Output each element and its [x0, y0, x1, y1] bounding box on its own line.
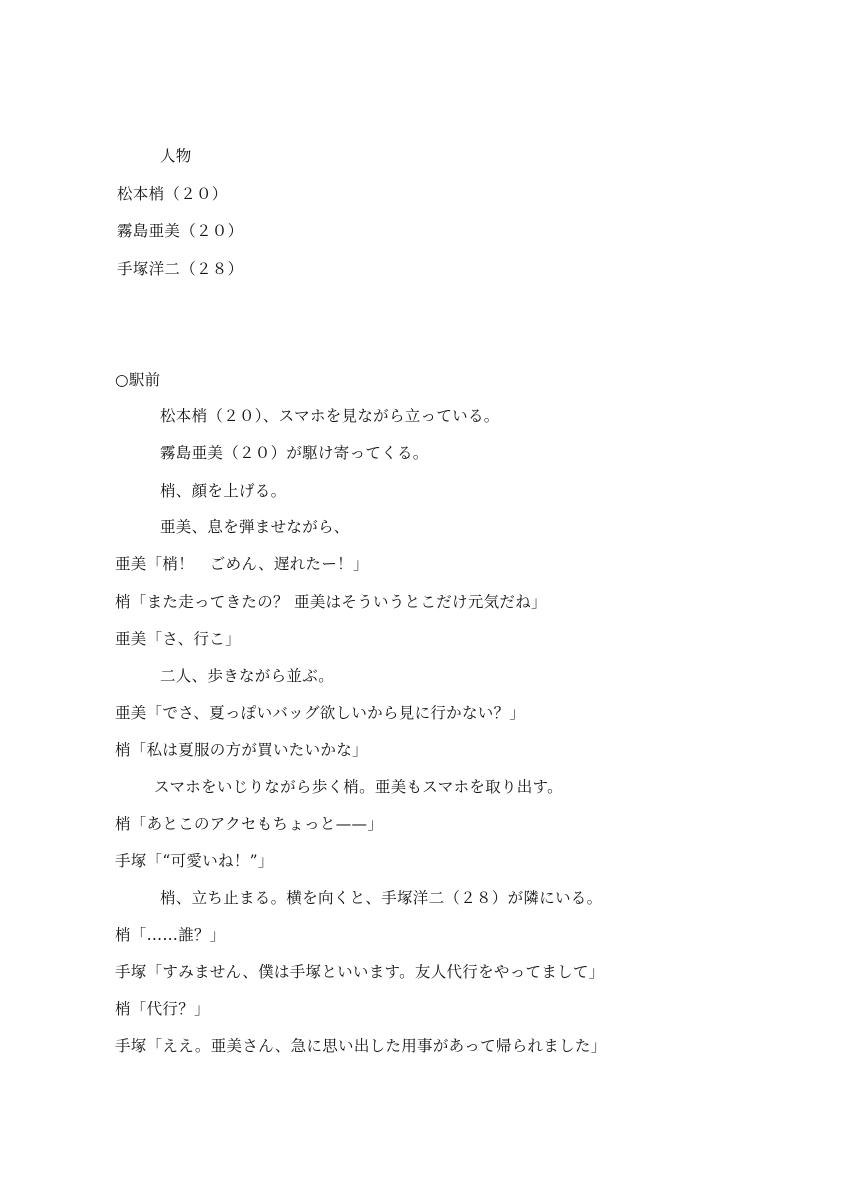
- dialogue-line: 手塚「すみません、僕は手塚といいます。友人代行をやってまして」: [115, 963, 605, 981]
- dialogue-line: 梢「また走ってきたの？ 亜美はそういうとこだけ元気だね」: [115, 593, 547, 611]
- action-line: スマホをいじりながら歩く梢。亜美もスマホを取り出す。: [154, 778, 563, 796]
- dialogue-line: 梢「代行？」: [115, 1000, 210, 1018]
- dialogue-line: 亜美「さ、行こ」: [115, 630, 241, 648]
- cast-member-kirishima: 霧島亜美（２０）: [117, 222, 244, 240]
- scene-heading: ○駅前: [115, 371, 161, 389]
- dialogue-line: 梢「私は夏服の方が買いたいかな」: [115, 741, 368, 759]
- dialogue-line: 亜美「梢！ ごめん、遅れたー！」: [115, 555, 369, 573]
- action-line: 亜美、息を弾ませながら、: [160, 518, 350, 536]
- action-line: 梢、立ち止まる。横を向くと、手塚洋二（２８）が隣にいる。: [160, 889, 603, 907]
- cast-heading: 人物: [160, 147, 192, 165]
- cast-member-matsumoto: 松本梢（２０）: [117, 185, 228, 203]
- dialogue-line: 手塚「ええ。亜美さん、急に思い出した用事があって帰られました」: [115, 1037, 607, 1055]
- action-line: 二人、歩きながら並ぶ。: [160, 667, 335, 685]
- dialogue-line: 梢「あとこのアクセもちょっと——」: [115, 815, 384, 833]
- dialogue-line: 亜美「でさ、夏っぽいバッグ欲しいから見に行かない？」: [115, 704, 526, 722]
- action-line: 梢、顔を上げる。: [160, 482, 287, 500]
- action-line: 松本梢（２０）、スマホを見ながら立っている。: [160, 407, 500, 425]
- dialogue-line: 梢「……誰？」: [115, 926, 226, 944]
- cast-member-tezuka: 手塚洋二（２８）: [117, 260, 244, 278]
- dialogue-line: 手塚「“可愛いね！”」: [115, 852, 274, 870]
- action-line: 霧島亜美（２０）が駆け寄ってくる。: [160, 444, 429, 462]
